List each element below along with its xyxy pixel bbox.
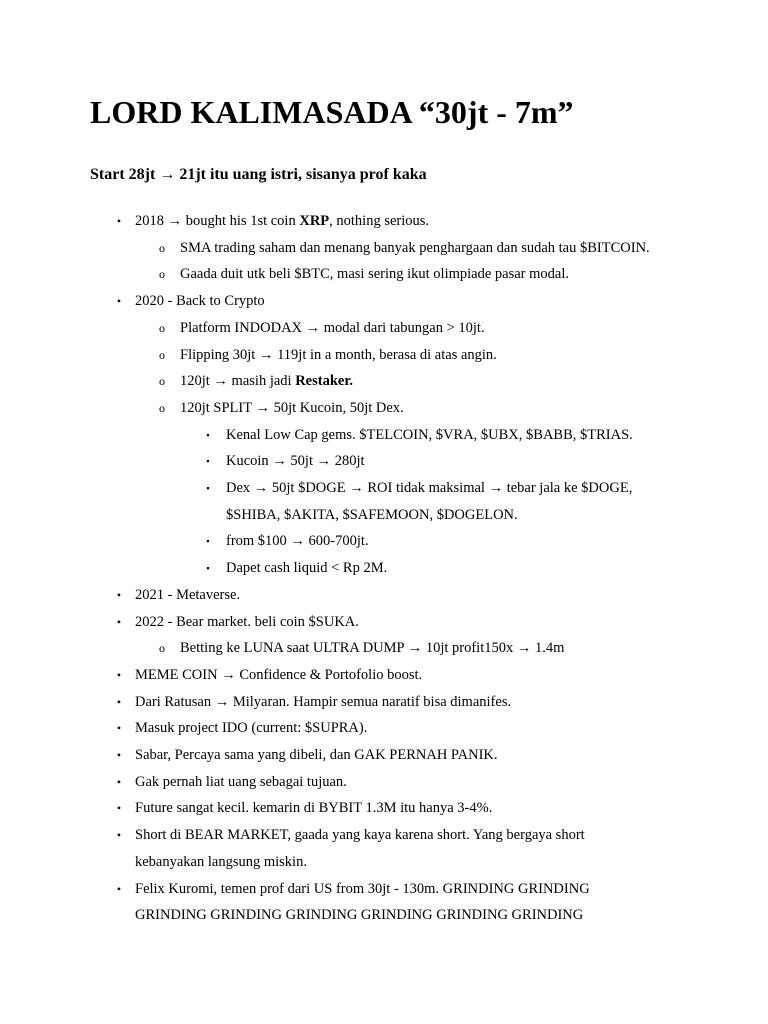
list-item-split-sub-5 <box>0 555 768 582</box>
item-text: Gak pernah liat uang sebagai tujuan. <box>135 773 347 790</box>
item-text: Future sangat kecil. kemarin di BYBIT 1.3M itu hanya 3-4%. <box>135 800 493 817</box>
bullet-marker: • <box>116 828 122 843</box>
item-text: 2021 - Metaverse. <box>135 586 241 603</box>
list-item-2022 <box>0 609 768 636</box>
list-item-2020 <box>0 288 768 315</box>
item-text: Betting ke LUNA saat ULTRA DUMP → 10jt profit150x → 1.4m <box>180 640 565 657</box>
list-item-2021 <box>0 582 768 609</box>
item-text: Flipping 30jt → 119jt in a month, berasa di atas angin. <box>180 346 497 363</box>
document-title: LORD KALIMASADA “30jt - 7m” <box>90 94 574 130</box>
list-item-sabar <box>0 742 768 769</box>
bullet-marker: • <box>116 801 122 816</box>
bullet-marker: o <box>159 641 165 656</box>
bullet-marker: • <box>116 881 122 896</box>
bullet-marker: • <box>116 214 122 228</box>
list-item-split-sub-1 <box>0 422 768 449</box>
item-text: Dapet cash liquid < Rp 2M. <box>226 560 388 577</box>
item-text: Masuk project IDO (current: $SUPRA). <box>135 720 368 737</box>
list-item-2018-sub-1 <box>0 235 768 262</box>
list-item-2022-sub-1 <box>0 635 768 662</box>
bullet-marker: o <box>159 347 165 362</box>
bullet-list <box>0 208 768 929</box>
list-item-felix <box>0 876 768 929</box>
item-text: Short di BEAR MARKET, gaada yang kaya karena short. Yang bergaya short kebanyakan langsung miskin. <box>135 827 585 870</box>
list-item-2020-sub-4 <box>0 395 768 422</box>
list-item-split-sub-3 <box>0 475 768 528</box>
item-text: Platform INDODAX → modal dari tabungan > 10jt. <box>180 319 485 336</box>
list-item-meme-coin <box>0 662 768 689</box>
bullet-marker: • <box>116 748 122 763</box>
item-text: SMA trading saham dan menang banyak penghargaan dan sudah tau $BITCOIN. <box>180 239 650 256</box>
list-item-ratusan <box>0 689 768 716</box>
list-item-ido <box>0 715 768 742</box>
coin-xrp-bold: XRP <box>299 213 330 229</box>
item-text: MEME COIN → Confidence & Portofolio boost. <box>135 666 423 683</box>
bullet-marker: ▪ <box>206 456 210 467</box>
item-text: from $100 → 600-700jt. <box>226 533 369 550</box>
item-text: 120jt SPLIT → 50jt Kucoin, 50jt Dex. <box>180 399 404 416</box>
list-item-future <box>0 795 768 822</box>
item-text: Sabar, Percaya sama yang dibeli, dan GAK PERNAH PANIK. <box>135 747 498 764</box>
list-item-uang <box>0 769 768 796</box>
item-text: Dari Ratusan → Milyaran. Hampir semua naratif bisa dimanifes. <box>135 693 512 710</box>
bullet-marker: • <box>116 721 122 736</box>
item-text: 2018 → bought his 1st coin <box>135 213 300 229</box>
bullet-marker: o <box>159 320 165 335</box>
item-text: Kenal Low Cap gems. $TELCOIN, $VRA, $UBX, $BABB, $TRIAS. <box>226 426 633 443</box>
bullet-marker: o <box>159 267 165 282</box>
list-item-split-sub-2 <box>0 448 768 475</box>
bullet-marker: • <box>116 774 122 789</box>
document-subtitle: Start 28jt → 21jt itu uang istri, sisanya prof kaka <box>90 166 427 183</box>
list-item-split-sub-4 <box>0 528 768 555</box>
item-text: Gaada duit utk beli $BTC, masi sering ikut olimpiade pasar modal. <box>180 266 570 283</box>
bullet-marker: ▪ <box>206 483 210 494</box>
bullet-marker: ▪ <box>206 429 210 440</box>
list-item-2018-sub-2 <box>0 261 768 288</box>
bullet-marker: o <box>159 240 165 255</box>
list-item-2020-sub-2 <box>0 342 768 369</box>
item-text: 2020 - Back to Crypto <box>135 293 265 310</box>
list-item-short <box>0 822 768 875</box>
item-text: , nothing serious. <box>329 213 430 229</box>
list-item-2018 <box>0 208 768 235</box>
item-text: 2022 - Bear market. beli coin $SUKA. <box>135 613 359 630</box>
bullet-marker: • <box>116 614 122 629</box>
item-text: Kucoin → 50jt → 280jt <box>226 453 365 470</box>
item-text: Felix Kuromi, temen prof dari US from 30jt - 130m. GRINDING GRINDING GRINDING GRINDING GRINDING GRINDING GRINDING GRINDING <box>135 880 590 924</box>
bullet-marker: • <box>116 667 122 682</box>
item-text: Dex → 50jt $DOGE → ROI tidak maksimal → tebar jala ke $DOGE, $SHIBA, $AKITA, $SAFEMOON, $DOGELON. <box>226 480 633 523</box>
list-item-2020-sub-1 <box>0 315 768 342</box>
bullet-marker: o <box>159 400 165 415</box>
bullet-marker: ▪ <box>206 563 210 574</box>
bullet-marker: • <box>116 694 122 709</box>
bullet-marker: ▪ <box>206 536 210 547</box>
bullet-marker: o <box>159 374 165 389</box>
restaker-bold: Restaker. <box>295 373 354 390</box>
list-item-2020-sub-3 <box>0 368 768 395</box>
item-text: 120jt → masih jadi <box>180 373 296 390</box>
bullet-marker: • <box>116 587 122 602</box>
bullet-marker: • <box>116 294 122 309</box>
